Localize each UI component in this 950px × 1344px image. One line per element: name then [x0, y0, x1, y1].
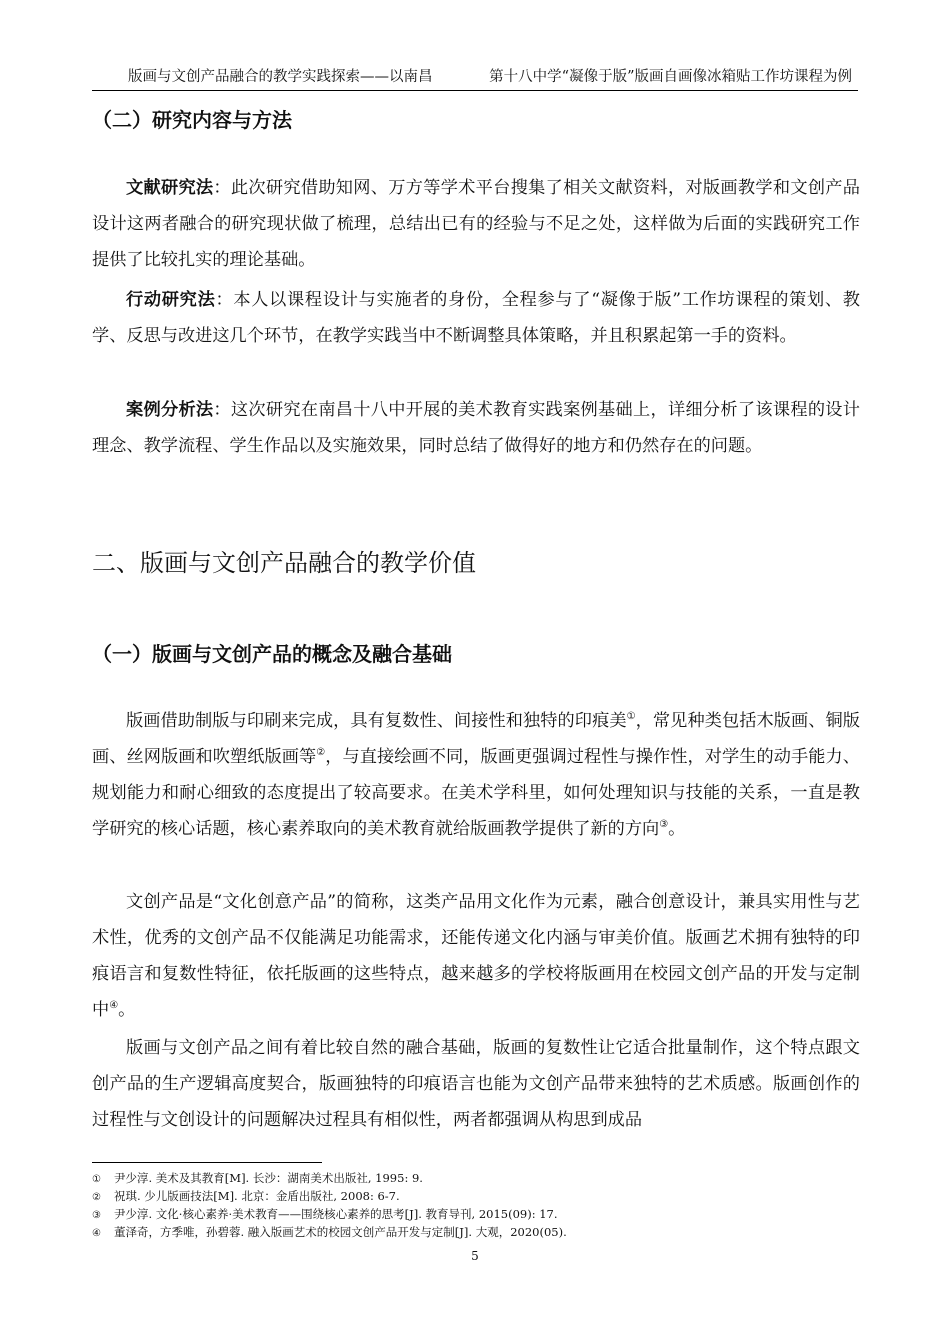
paragraph-text: 文创产品是“文化创意产品”的简称，这类产品用文化作为元素，融合创意设计，兼具实用性与艺术性，优秀的文创产品不仅能满足功能需求，还能传递文化内涵与审美价值。版画艺术拥有独特的印痕语言和复数性特征，依托版画的这些特点，越来越多的学校将版画用在校园文创产品的开发与定制中	[92, 892, 860, 1020]
paragraph-text: ，与直接绘画不同，版画更强调过程性与操作性，对学生的动手能力、规划能力和耐心细致的态度提出了较高要求。在美术学科里，如何处理知识与技能的关系，一直是教学研究的核心话题，核心素养取向的美术教育就给版画教学提供了新的方向	[92, 747, 860, 839]
footnote-ref: ②	[316, 747, 326, 758]
footnote-separator	[92, 1162, 322, 1163]
method-text: ：此次研究借助知网、万方等学术平台搜集了相关文献资料，对版画教学和文创产品设计这两者融合的研究现状做了梳理，总结出已有的经验与不足之处，这样做为后面的实践研究工作提供了比较扎实的理论基础。	[92, 178, 860, 270]
page-number: 5	[471, 1249, 479, 1263]
method-label: 案例分析法	[126, 400, 214, 420]
section-heading-concepts: （一）版画与文创产品的概念及融合基础	[92, 642, 452, 666]
paragraph-integration-basis	[92, 1030, 860, 1138]
paragraph-text: 。	[118, 1000, 136, 1020]
footnote-text: 尹少淳. 美术及其教育[M]. 长沙：湖南美术出版社, 1995: 9.	[114, 1171, 423, 1185]
footnote-ref: ④	[109, 1000, 119, 1011]
footnotes	[92, 1170, 872, 1242]
paragraph-case-method	[92, 392, 860, 464]
paragraph-text: 版画借助制版与印刷来完成，具有复数性、间接性和独特的印痕美	[126, 711, 627, 731]
footnote-text: 祝琪. 少儿版画技法[M]. 北京：金盾出版社, 2008: 6-7.	[114, 1189, 400, 1203]
footnote-mark: ③	[92, 1210, 101, 1221]
footnote-text: 尹少淳. 文化·核心素养·美术教育——围绕核心素养的思考[J]. 教育导刊, 2015(09): 17.	[114, 1207, 558, 1221]
footnote-text: 董泽奇，方季唯，孙碧蓉. 融入版画艺术的校园文创产品开发与定制[J]. 大观，2020(05).	[114, 1225, 567, 1239]
paragraph-printmaking-concept	[92, 703, 860, 847]
footnote-mark: ④	[92, 1228, 101, 1239]
method-text: ：这次研究在南昌十八中开展的美术教育实践案例基础上，详细分析了该课程的设计理念、教学流程、学生作品以及实施效果，同时总结了做得好的地方和仍然存在的问题。	[92, 400, 860, 456]
running-header-left: 版画与文创产品融合的教学实践探索——以南昌	[128, 69, 433, 85]
footnote-mark: ②	[92, 1192, 101, 1203]
footnote	[92, 1224, 872, 1242]
paragraph-action-method	[92, 282, 860, 354]
section-heading-research-methods: （二）研究内容与方法	[92, 108, 292, 132]
running-header	[92, 68, 858, 91]
footnote-ref: ①	[626, 711, 636, 722]
footnote	[92, 1170, 872, 1188]
footnote	[92, 1206, 872, 1224]
chapter-heading: 二、版画与文创产品融合的教学价值	[92, 549, 476, 577]
method-label: 文献研究法	[126, 178, 214, 198]
paragraph-literature-method	[92, 170, 860, 278]
running-header-right: 第十八中学“凝像于版”版画自画像冰箱贴工作坊课程为例	[489, 69, 852, 85]
paragraph-cultural-product-concept	[92, 884, 860, 1028]
paragraph-text: ，常见种类包括木版画、铜版画、丝网版画和吹塑纸版画等	[92, 711, 860, 767]
method-label: 行动研究法	[126, 290, 216, 310]
footnote-ref: ③	[659, 819, 669, 830]
paragraph-text: 。	[668, 819, 686, 839]
footnote	[92, 1188, 872, 1206]
paragraph-text: 版画与文创产品之间有着比较自然的融合基础，版画的复数性让它适合批量制作，这个特点跟文创产品的生产逻辑高度契合，版画独特的印痕语言也能为文创产品带来独特的艺术质感。版画创作的过程性与文创设计的问题解决过程具有相似性，两者都强调从构思到成品	[92, 1038, 860, 1130]
footnote-mark: ①	[92, 1174, 101, 1185]
method-text: ：本人以课程设计与实施者的身份，全程参与了“凝像于版”工作坊课程的策划、教学、反思与改进这几个环节，在教学实践当中不断调整具体策略，并且积累起第一手的资料。	[92, 290, 860, 346]
